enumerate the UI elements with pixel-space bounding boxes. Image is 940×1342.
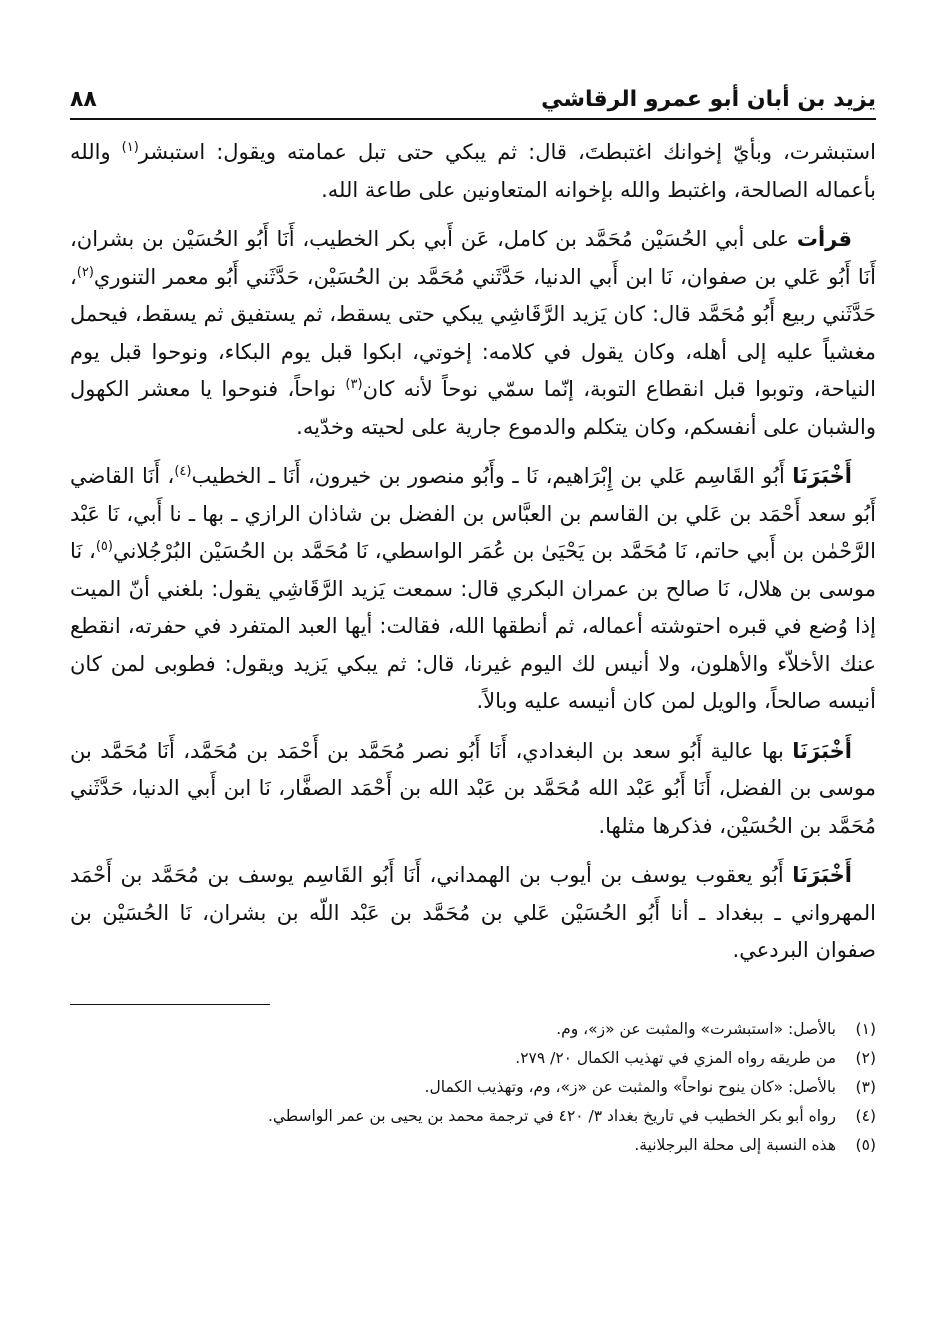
paragraph-text: ، نَا موسى بن هلال، نَا صالح بن عمران البكري قال: سمعت يَزيد الرَّقَاشِي يقول: بلغني أنّ الميت إذا وُضع في قبره احتوشته أعماله، ثم أنطقها الله، فقالت: أيها العبد المتفرد في حفرته، انقطع عنك الأخلاّء والأهلون، ولا أنيس لك اليوم غيرنا، قال: ثم يبكي يَزيد ويقول: فطوبى لمن كان أنيسه صالحاً، والويل لمن كان أنيسه عليه وبالاً. bbox=[70, 539, 876, 713]
footnote-text: رواه أبو بكر الخطيب في تاريخ بغداد ٣/ ٤٢٠ في ترجمة محمد بن يحيى بن عمر الواسطي. bbox=[267, 1106, 836, 1125]
paragraph-text: أَبُو القَاسِم عَلي بن إِبْرَاهيم، نَا ـ وأَبُو منصور بن خيرون، أَنَا ـ الخطيب bbox=[191, 464, 793, 488]
footnote bbox=[70, 1044, 876, 1073]
footnote-ref[interactable]: (٣) bbox=[345, 377, 363, 392]
footnote-text: هذه النسبة إلى محلة البرجلانية. bbox=[634, 1135, 836, 1154]
footnote-text: بالأصل: «كان ينوح نواحاً» والمثبت عن «ز»، وم، وتهذيب الكمال. bbox=[424, 1077, 836, 1096]
footnote-text: بالأصل: «استبشرت» والمثبت عن «ز»، وم. bbox=[556, 1019, 836, 1038]
paragraph-text: استبشرت، وبأيّ إخوانك اغتبطتَ، قال: ثم يبكي حتى تبل عمامته ويقول: استبشر bbox=[138, 140, 876, 164]
footnote-rule bbox=[70, 1004, 270, 1005]
paragraph-lead: قرأت bbox=[796, 227, 852, 251]
main-text bbox=[70, 134, 876, 970]
paragraph bbox=[70, 733, 876, 846]
footnote-mark: (٤) bbox=[855, 1106, 876, 1125]
footnote-mark: (١) bbox=[855, 1019, 876, 1038]
page-number: ٨٨ bbox=[70, 87, 97, 112]
footnote-ref[interactable]: (١) bbox=[121, 140, 139, 155]
paragraph bbox=[70, 221, 876, 446]
footnote-mark: (٢) bbox=[855, 1048, 876, 1067]
header-rule bbox=[70, 118, 876, 120]
footnote bbox=[70, 1131, 876, 1160]
paragraph bbox=[70, 134, 876, 209]
footnote-text: من طريقه رواه المزي في تهذيب الكمال ٢٠/ ٢٧٩. bbox=[515, 1048, 836, 1067]
paragraph-text: نواحاً، فنوحوا يا معشر الكهول والشبان على أنفسكم، وكان يتكلم والدموع جارية على لحيته وخدّيه. bbox=[70, 377, 876, 439]
paragraph-lead: أَخْبَرَنَا bbox=[792, 464, 853, 488]
footnote-rule-wrap bbox=[70, 982, 876, 1015]
paragraph-text: أَبُو يعقوب يوسف بن أيوب بن الهمداني، أَنَا أَبُو القَاسِم يوسف بن مُحَمَّد بن أَحْمَد المهرواني ـ ببغداد ـ أنا أَبُو الحُسَيْن عَلي بن مُحَمَّد بن عَبْد اللّه بن بشران، نَا الحُسَيْن بن صفوان البردعي. bbox=[70, 863, 876, 962]
footnote-ref[interactable]: (٥) bbox=[95, 539, 113, 554]
footnotes bbox=[70, 1015, 876, 1160]
paragraph-lead: أَخْبَرَنَا bbox=[792, 738, 852, 763]
paragraph-text: بها عالية أَبُو سعد بن البغدادي، أَنَا أَبُو نصر مُحَمَّد بن أَحْمَد بن مُحَمَّد، أَنَا مُحَمَّد بن موسى بن الفضل، أَنَا أَبُو عَبْد الله مُحَمَّد بن عَبْد الله بن أَحْمَد الصفَّار، نَا ابن أَبي الدنيا، حَدَّثَني مُحَمَّد بن الحُسَيْن، فذكرها مثلها. bbox=[70, 738, 876, 838]
running-title: يزيد بن أبان أبو عمرو الرقاشي bbox=[541, 87, 876, 112]
book-page bbox=[70, 70, 876, 1300]
paragraph bbox=[70, 857, 876, 970]
footnote bbox=[70, 1015, 876, 1044]
footnote-ref[interactable]: (٤) bbox=[174, 464, 192, 479]
footnote bbox=[70, 1073, 876, 1102]
footnote-mark: (٥) bbox=[855, 1135, 876, 1154]
paragraph-lead: أَخْبَرَنَا bbox=[792, 863, 852, 887]
paragraph bbox=[70, 458, 876, 721]
footnote-ref[interactable]: (٢) bbox=[76, 264, 94, 280]
paragraph-text: على أبي الحُسَيْن مُحَمَّد بن كامل، عَن أَبي بكر الخطيب، أَنَا أَبُو الحُسَيْن بن بشران، أَنَا أَبُو عَلي بن صفوان، نَا ابن أَبي الدنيا، حَدَّثَني مُحَمَّد بن الحُسَيْن، حَدَّثَني أَبُو معمر التنوري bbox=[70, 227, 876, 289]
running-header bbox=[70, 70, 876, 112]
footnote bbox=[70, 1102, 876, 1131]
paragraph-text: ، أَنَا القاضي أَبُو سعد أَحْمَد بن عَلي بن القاسم بن العبَّاس بن الفضل بن شاذان الرازي ـ بها ـ نا أَبي، نَا عَبْد الرَّحْمٰن بن أَبي حاتم، نَا مُحَمَّد بن يَحْيَىٰ بن عُمَر الواسطي، نَا مُحَمَّد بن الحُسَيْن البُرْجُلاني bbox=[70, 464, 876, 563]
paragraph-text: ، حَدَّثَني ربيع أَبُو مُحَمَّد قال: كان يَزيد الرَّقَاشِي يبكي حتى يسقط، ثم يستفيق ثم يسقط، فيحمل مغشياً عليه إلى أهله، وكان يقول في كلامه: إخوتي، ابكوا قبل يوم البكاء، ونوحوا قبل يوم النياحة، وتوبوا قبل انقطاع التوبة، إنّما سمّي نوحاً لأنه كان bbox=[70, 264, 877, 401]
paragraph-text: والله بأعماله الصالحة، واغتبط والله بإخوانه المتعاونين على طاعة الله. bbox=[70, 140, 876, 202]
footnote-mark: (٣) bbox=[855, 1077, 876, 1096]
